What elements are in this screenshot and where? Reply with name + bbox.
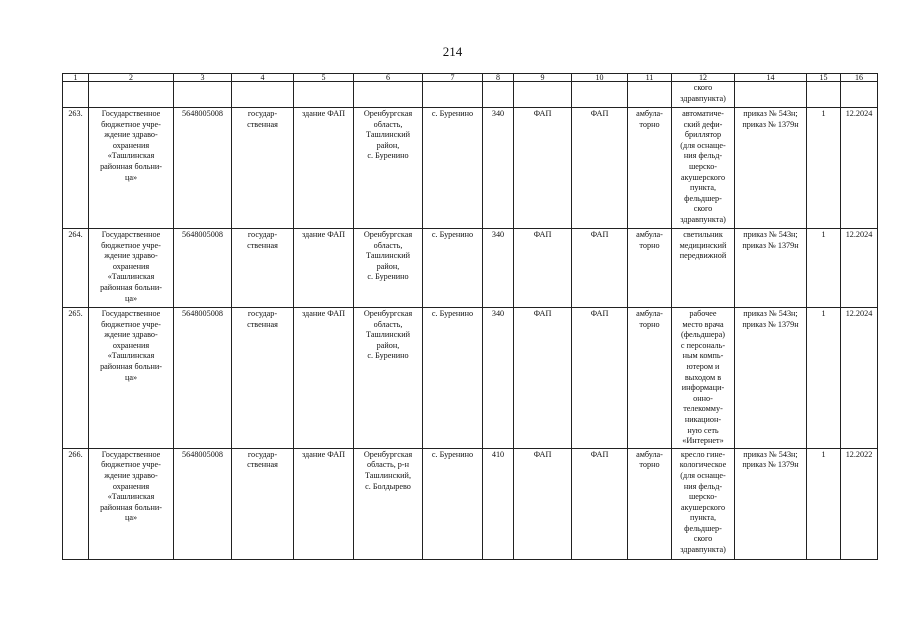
table-cell bbox=[735, 82, 807, 108]
column-number: 12 bbox=[672, 74, 735, 82]
column-number: 2 bbox=[89, 74, 174, 82]
unit-type-cell: ФАП bbox=[572, 229, 628, 308]
table-row bbox=[63, 308, 878, 449]
column-number: 4 bbox=[232, 74, 294, 82]
locality-cell: с. Буренино bbox=[423, 108, 483, 229]
inn-cell: 5648005008 bbox=[174, 229, 232, 308]
address-cell: Оренбургская область, Ташлинский район, с. Буренино bbox=[354, 108, 423, 229]
table-cell bbox=[89, 82, 174, 108]
column-number: 11 bbox=[628, 74, 672, 82]
ownership-cell: государ- ственная bbox=[232, 108, 294, 229]
equipment-name-cell: кресло гине- кологическое (для оснаще- ния фельд- шерско- акушерского пункта, фельдшер- ского здравпункта) bbox=[672, 448, 735, 559]
ownership-cell: государ- ственная bbox=[232, 448, 294, 559]
locality-cell: с. Буренино bbox=[423, 308, 483, 449]
table-cell bbox=[294, 82, 354, 108]
table-cell bbox=[628, 82, 672, 108]
column-number: 15 bbox=[807, 74, 841, 82]
table-cell bbox=[174, 82, 232, 108]
row-number-cell: 265. bbox=[63, 308, 89, 449]
care-condition-cell: амбула- торно bbox=[628, 308, 672, 449]
table-cell bbox=[232, 82, 294, 108]
column-number: 9 bbox=[514, 74, 572, 82]
building-cell: здание ФАП bbox=[294, 308, 354, 449]
inn-cell: 5648005008 bbox=[174, 108, 232, 229]
organization-cell: Государственное бюджетное учре- ждение здраво- охранения «Ташлинская районная больни- ца» bbox=[89, 308, 174, 449]
equipment-name-cell: светильник медицинский передвижной bbox=[672, 229, 735, 308]
table-row bbox=[63, 229, 878, 308]
order-reference-cell: приказ № 543н; приказ № 1379н bbox=[735, 108, 807, 229]
facility-type-cell: ФАП bbox=[514, 308, 572, 449]
quantity-cell: 1 bbox=[807, 448, 841, 559]
address-cell: Оренбургская область, Ташлинский район, с. Буренино bbox=[354, 229, 423, 308]
column-number: 10 bbox=[572, 74, 628, 82]
building-cell: здание ФАП bbox=[294, 448, 354, 559]
row-number-cell: 264. bbox=[63, 229, 89, 308]
building-cell: здание ФАП bbox=[294, 229, 354, 308]
inn-cell: 5648005008 bbox=[174, 448, 232, 559]
date-cell: 12.2024 bbox=[841, 229, 878, 308]
ownership-cell: государ- ственная bbox=[232, 308, 294, 449]
equipment-name-cell: рабочее место врача (фельдшера) с персональ- ным компь- ютером и выходом в информаци- онно- телекомму- никацион- ную сеть «Интернет» bbox=[672, 308, 735, 449]
table-cell bbox=[423, 82, 483, 108]
table-cell bbox=[354, 82, 423, 108]
table-cell bbox=[572, 82, 628, 108]
column-number: 1 bbox=[63, 74, 89, 82]
row-number-cell: 263. bbox=[63, 108, 89, 229]
quantity-cell: 1 bbox=[807, 108, 841, 229]
quantity-cell: 1 bbox=[807, 229, 841, 308]
population-cell: 340 bbox=[483, 229, 514, 308]
care-condition-cell: амбула- торно bbox=[628, 229, 672, 308]
table-cell bbox=[841, 82, 878, 108]
organization-cell: Государственное бюджетное учре- ждение здраво- охранения «Ташлинская районная больни- ца» bbox=[89, 448, 174, 559]
population-cell: 340 bbox=[483, 108, 514, 229]
locality-cell: с. Буренино bbox=[423, 229, 483, 308]
organization-cell: Государственное бюджетное учре- ждение здраво- охранения «Ташлинская районная больни- ца» bbox=[89, 108, 174, 229]
facility-type-cell: ФАП bbox=[514, 448, 572, 559]
population-cell: 340 bbox=[483, 308, 514, 449]
organization-cell: Государственное бюджетное учре- ждение здраво- охранения «Ташлинская районная больни- ца» bbox=[89, 229, 174, 308]
table-row bbox=[63, 448, 878, 559]
building-cell: здание ФАП bbox=[294, 108, 354, 229]
table-row bbox=[63, 108, 878, 229]
address-cell: Оренбургская область, Ташлинский район, с. Буренино bbox=[354, 308, 423, 449]
column-number: 14 bbox=[735, 74, 807, 82]
unit-type-cell: ФАП bbox=[572, 448, 628, 559]
care-condition-cell: амбула- торно bbox=[628, 108, 672, 229]
column-number: 7 bbox=[423, 74, 483, 82]
table-cell bbox=[807, 82, 841, 108]
unit-type-cell: ФАП bbox=[572, 108, 628, 229]
table-cell bbox=[483, 82, 514, 108]
facility-type-cell: ФАП bbox=[514, 229, 572, 308]
order-reference-cell: приказ № 543н; приказ № 1379н bbox=[735, 308, 807, 449]
column-number: 3 bbox=[174, 74, 232, 82]
order-reference-cell: приказ № 543н; приказ № 1379н bbox=[735, 229, 807, 308]
quantity-cell: 1 bbox=[807, 308, 841, 449]
care-condition-cell: амбула- торно bbox=[628, 448, 672, 559]
page-number: 214 bbox=[442, 44, 463, 59]
date-cell: 12.2024 bbox=[841, 308, 878, 449]
address-cell: Оренбургская область, р-н Ташлинский, с. Болдырево bbox=[354, 448, 423, 559]
equipment-name-cell: автоматиче- ский дефи- бриллятор (для оснаще- ния фельд- шерско- акушерского пункта, фельдшер- ского здравпункта) bbox=[672, 108, 735, 229]
facility-type-cell: ФАП bbox=[514, 108, 572, 229]
equipment-table bbox=[62, 73, 878, 560]
inn-cell: 5648005008 bbox=[174, 308, 232, 449]
date-cell: 12.2024 bbox=[841, 108, 878, 229]
column-number-row bbox=[63, 74, 878, 82]
table-cell bbox=[63, 82, 89, 108]
column-number: 16 bbox=[841, 74, 878, 82]
column-number: 8 bbox=[483, 74, 514, 82]
equipment-name-cell: ского здравпункта) bbox=[672, 82, 735, 108]
ownership-cell: государ- ственная bbox=[232, 229, 294, 308]
continuation-row bbox=[63, 82, 878, 108]
row-number-cell: 266. bbox=[63, 448, 89, 559]
unit-type-cell: ФАП bbox=[572, 308, 628, 449]
population-cell: 410 bbox=[483, 448, 514, 559]
date-cell: 12.2022 bbox=[841, 448, 878, 559]
order-reference-cell: приказ № 543н; приказ № 1379н bbox=[735, 448, 807, 559]
locality-cell: с. Буренино bbox=[423, 448, 483, 559]
column-number: 6 bbox=[354, 74, 423, 82]
column-number: 5 bbox=[294, 74, 354, 82]
table-cell bbox=[514, 82, 572, 108]
